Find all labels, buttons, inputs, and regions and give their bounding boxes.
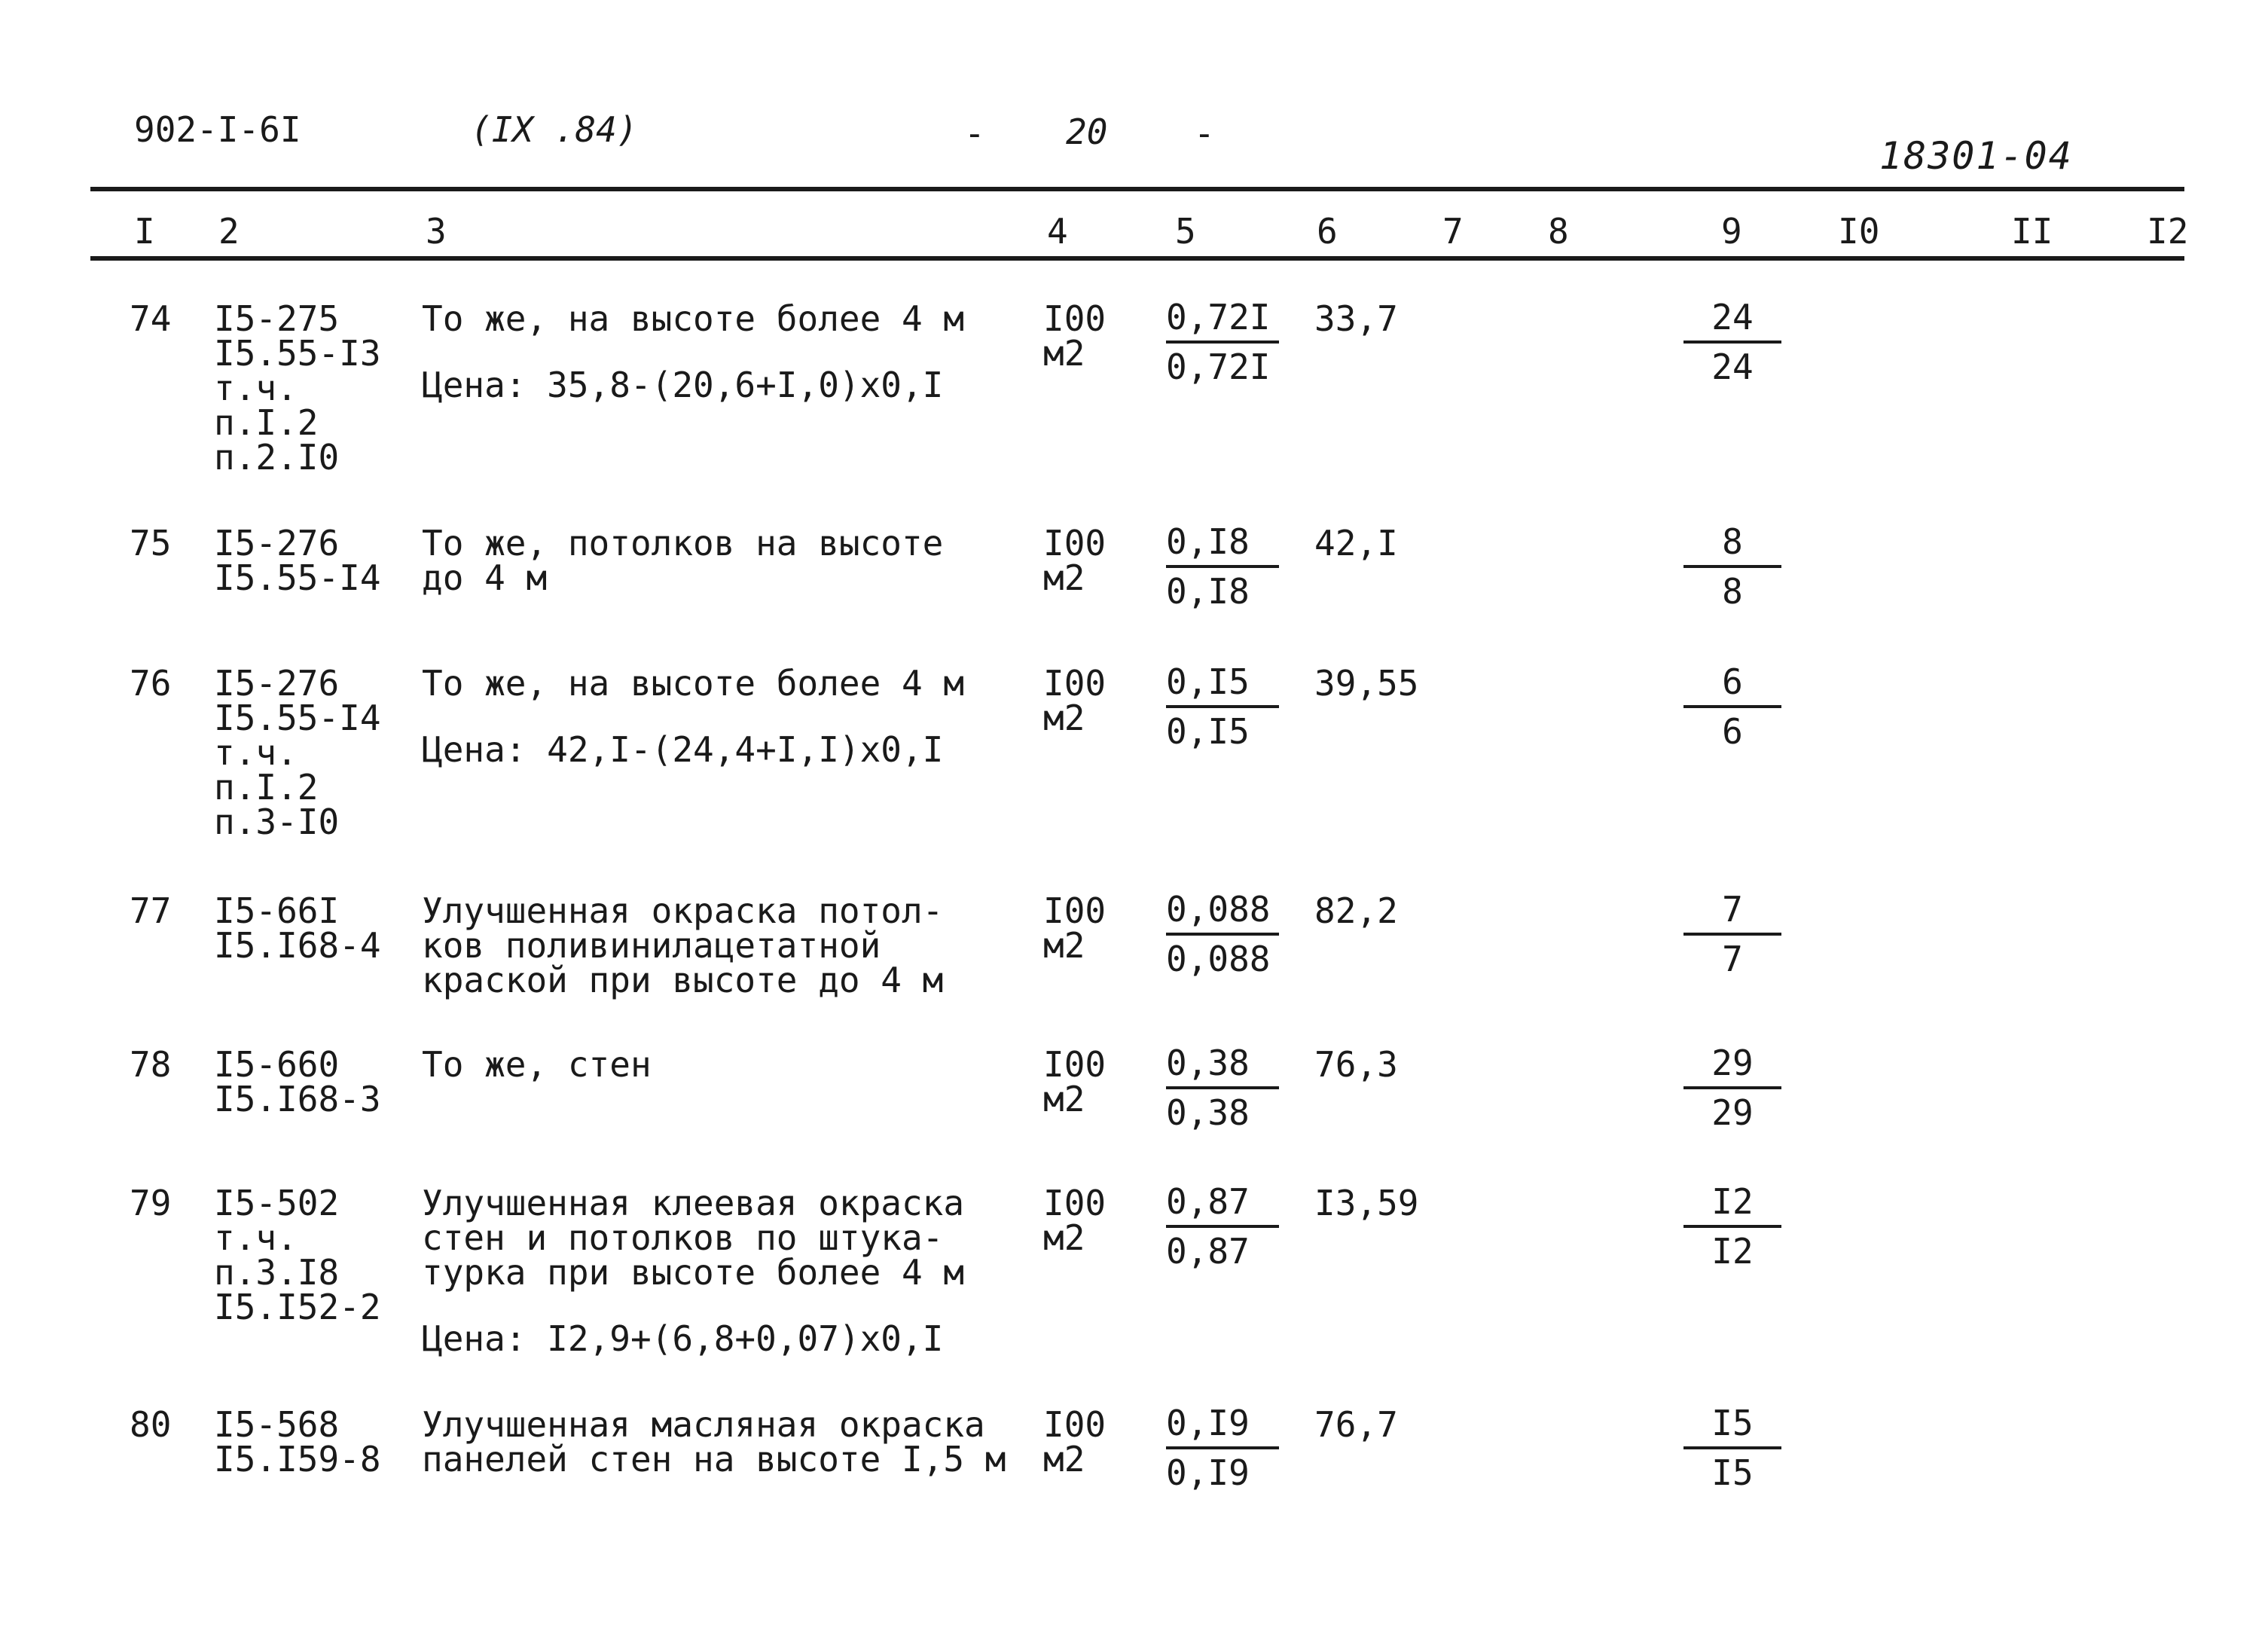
column-number: I [134,211,155,252]
column-number: 3 [426,211,447,252]
quantity-fraction-numerator: 0,I8 [1166,518,1279,568]
measure-unit [1043,890,1107,966]
quantity-fraction [1166,658,1279,755]
quantity-fraction-numerator: 0,38 [1166,1040,1279,1089]
norm-code-line: I5.55-I4 [214,557,381,598]
column-9-value [1683,1400,1781,1496]
work-description-line: стен и потолков по штука- [422,1217,944,1258]
measure-unit-line: I00 [1043,1404,1107,1445]
norm-code [214,1044,381,1119]
measure-unit-line: м2 [1043,1439,1085,1480]
norm-code-line: I5-660 [214,1044,340,1085]
row-number: 74 [130,298,172,339]
work-description [422,890,944,1000]
unit-price: 76,3 [1314,1044,1398,1085]
norm-code-line: I5-276 [214,663,340,704]
document-date: (IX .84) [471,109,638,150]
measure-unit [1043,1404,1107,1480]
spacer [422,336,964,368]
quantity-fraction-denominator: 0,38 [1166,1092,1250,1133]
column-9-fraction [1683,518,1781,615]
row-number: 76 [130,663,172,704]
measure-unit-line: м2 [1043,1079,1085,1119]
measure-unit [1043,663,1107,738]
norm-code-line: п.I.2 [214,767,319,808]
work-description-line: панелей стен на высоте I,5 м [422,1439,1006,1480]
quantity-fraction [1166,1400,1279,1496]
norm-code-line: I5.I59-8 [214,1439,381,1480]
quantity-fraction [1166,518,1279,615]
measure-unit-line: м2 [1043,925,1085,966]
column-number: 8 [1548,211,1569,252]
quantity [1166,658,1279,755]
column-number: 4 [1047,211,1068,252]
norm-code-line: I5-502 [214,1183,340,1223]
column-9-fraction [1683,1400,1781,1496]
norm-code-line: I5.I68-4 [214,925,381,966]
column-9-value [1683,1040,1781,1136]
price-formula: Цена: 35,8-(20,6+I,0)x0,I [422,365,944,405]
price-formula: Цена: I2,9+(6,8+0,07)x0,I [422,1318,944,1359]
column-9-fraction [1683,294,1781,390]
column-9-fraction-numerator: 6 [1683,658,1781,708]
norm-code-line: п.I.2 [214,402,319,443]
measure-unit [1043,298,1107,374]
spacer [422,1290,964,1321]
quantity-fraction [1166,1178,1279,1275]
column-9-fraction-numerator: 29 [1683,1040,1781,1089]
norm-code-line: I5-276 [214,523,340,563]
measure-unit-line: I00 [1043,663,1107,704]
column-9-fraction-numerator: I5 [1683,1400,1781,1449]
unit-price: 42,I [1314,523,1398,563]
column-9-fraction-numerator: 7 [1683,886,1781,936]
norm-code [214,1404,381,1480]
quantity-fraction-denominator: 0,72I [1166,347,1271,387]
work-description-line: Улучшенная клеевая окраска [422,1183,965,1223]
work-description-line: Улучшенная окраска потол- [422,890,944,931]
norm-code-line: т.ч. [214,368,298,408]
column-9-fraction [1683,1040,1781,1136]
work-description-line: до 4 м [422,557,548,598]
page-number-dash-right: - [1194,113,1215,154]
work-description [422,1044,652,1085]
measure-unit-line: м2 [1043,333,1085,374]
quantity-fraction-denominator: 0,87 [1166,1231,1250,1272]
column-9-fraction [1683,658,1781,755]
unit-price: I3,59 [1314,1183,1419,1223]
column-9-fraction-denominator: I2 [1711,1231,1754,1272]
norm-code [214,1183,381,1327]
measure-unit [1043,1044,1107,1119]
column-number: 7 [1442,211,1464,252]
measure-unit-line: I00 [1043,890,1107,931]
quantity-fraction-numerator: 0,72I [1166,294,1279,344]
column-9-fraction-denominator: 24 [1711,347,1754,387]
quantity [1166,1178,1279,1275]
price-formula: Цена: 42,I-(24,4+I,I)x0,I [422,729,944,770]
quantity-fraction [1166,1040,1279,1136]
work-description [422,298,965,405]
column-9-fraction-numerator: I2 [1683,1178,1781,1228]
header-bottom-rule [90,256,2184,261]
norm-code-line: I5.55-I3 [214,333,381,374]
work-description-line: Улучшенная масляная окраска [422,1404,985,1445]
quantity-fraction-numerator: 0,I5 [1166,658,1279,708]
quantity-fraction-denominator: 0,I9 [1166,1452,1250,1493]
unit-price: 82,2 [1314,890,1398,931]
work-description-line: То же, на высоте более 4 м [422,298,965,339]
column-number: II [2011,211,2053,252]
measure-unit [1043,1183,1107,1258]
unit-price: 39,55 [1314,663,1419,704]
measure-unit [1043,523,1107,598]
work-description-line: То же, потолков на высоте [422,523,944,563]
work-description [422,1183,965,1359]
column-number: 9 [1721,211,1742,252]
quantity [1166,294,1279,390]
measure-unit-line: I00 [1043,298,1107,339]
column-9-fraction-denominator: 29 [1711,1092,1754,1133]
column-9-fraction-denominator: I5 [1711,1452,1754,1493]
measure-unit-line: м2 [1043,1217,1085,1258]
column-number: I2 [2147,211,2189,252]
work-description-line: турка при высоте более 4 м [422,1252,965,1293]
work-description [422,663,965,770]
quantity-fraction-denominator: 0,088 [1166,939,1271,979]
quantity-fraction-denominator: 0,I5 [1166,711,1250,752]
norm-code-line: п.3.I8 [214,1252,340,1293]
work-description-line: То же, на высоте более 4 м [422,663,965,704]
norm-code-line: I5-275 [214,298,340,339]
norm-code-line: I5.55-I4 [214,698,381,738]
norm-code [214,523,381,598]
column-9-fraction-denominator: 8 [1722,571,1743,612]
document-code: 902-I-6I [134,109,301,150]
header-top-rule [90,187,2184,191]
column-number: 5 [1175,211,1196,252]
work-description-line: краской при высоте до 4 м [422,960,944,1000]
page-number-dash-left: - [964,113,985,154]
norm-code-line: I5.I68-3 [214,1079,381,1119]
quantity-fraction-numerator: 0,87 [1166,1178,1279,1228]
norm-code [214,663,381,842]
column-9-value [1683,658,1781,755]
measure-unit-line: I00 [1043,523,1107,563]
quantity-fraction-numerator: 0,I9 [1166,1400,1279,1449]
quantity-fraction [1166,886,1279,982]
column-9-fraction [1683,886,1781,982]
norm-code-line: I5-66I [214,890,340,931]
page-number: 20 [1066,111,1108,152]
quantity [1166,1400,1279,1496]
quantity [1166,886,1279,982]
measure-unit-line: I00 [1043,1183,1107,1223]
row-number: 79 [130,1183,172,1223]
column-number: 6 [1317,211,1338,252]
column-9-fraction-numerator: 24 [1683,294,1781,344]
norm-code-line: I5.I52-2 [214,1287,381,1327]
row-number: 78 [130,1044,172,1085]
quantity-fraction-numerator: 0,088 [1166,886,1279,936]
norm-code-line: т.ч. [214,732,298,773]
measure-unit-line: м2 [1043,698,1085,738]
row-number: 75 [130,523,172,563]
column-9-value [1683,1178,1781,1275]
column-9-fraction-numerator: 8 [1683,518,1781,568]
quantity [1166,1040,1279,1136]
quantity-fraction [1166,294,1279,390]
column-9-fraction-denominator: 7 [1722,939,1743,979]
row-number: 77 [130,890,172,931]
spacer [422,701,964,732]
quantity-fraction-denominator: 0,I8 [1166,571,1250,612]
work-description-line: ков поливинилацетатной [422,925,881,966]
archive-stamp: 18301-04 [1879,134,2073,178]
norm-code [214,890,381,966]
row-number: 80 [130,1404,172,1445]
column-9-value [1683,518,1781,615]
column-9-fraction [1683,1178,1781,1275]
column-number: 2 [218,211,240,252]
norm-code-line: п.3-I0 [214,802,340,842]
norm-code [214,298,381,478]
column-9-value [1683,294,1781,390]
column-9-value [1683,886,1781,982]
work-description [422,1404,1006,1480]
norm-code-line: I5-568 [214,1404,340,1445]
quantity [1166,518,1279,615]
measure-unit-line: I00 [1043,1044,1107,1085]
unit-price: 33,7 [1314,298,1398,339]
unit-price: 76,7 [1314,1404,1398,1445]
measure-unit-line: м2 [1043,557,1085,598]
work-description [422,523,944,598]
norm-code-line: п.2.I0 [214,437,340,478]
norm-code-line: т.ч. [214,1217,298,1258]
column-9-fraction-denominator: 6 [1722,711,1743,752]
work-description-line: То же, стен [422,1044,652,1085]
column-number: I0 [1838,211,1880,252]
